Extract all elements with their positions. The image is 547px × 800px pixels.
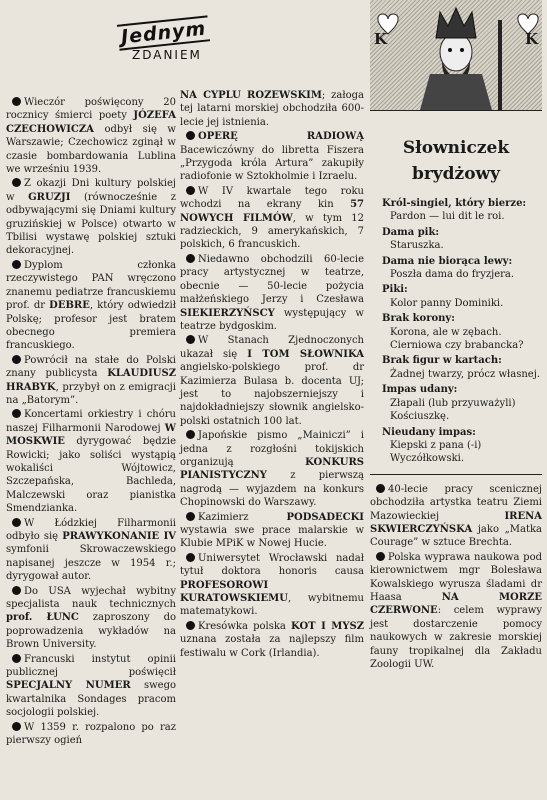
column-subtitle: ZDANIEM: [132, 48, 202, 62]
news-item-bold: I TOM SŁOWNIKA: [247, 348, 364, 360]
bullet-icon: [376, 484, 385, 493]
news-list-right: [370, 483, 542, 672]
bullet-icon: [12, 722, 21, 731]
news-item-bold: DEBRE: [49, 300, 90, 312]
news-item-bold: prof. ŁUNC: [6, 612, 79, 624]
news-item: [180, 253, 364, 333]
dictionary-term: Impas udany:: [382, 384, 458, 396]
news-item-bold: PRAWYKONANIE IV: [62, 531, 177, 542]
news-item-post: , przybył on z emigracji na „Batorym”.: [6, 381, 176, 406]
news-item-bold: SPECJALNY NUMER: [6, 680, 131, 692]
bullet-icon: [12, 518, 21, 527]
dictionary-title-line2: brydżowy: [411, 164, 501, 184]
bullet-icon: [376, 552, 385, 561]
news-item-pre: 40-lecie pracy scenicznej obchodziła artystka teatru Ziemi Mazowieckiej: [370, 483, 542, 522]
news-item-pre: Z okazji Dni kultury polskiej w: [6, 178, 176, 203]
bullet-icon: [12, 654, 21, 663]
news-list-left: [6, 96, 176, 748]
divider: [370, 474, 542, 475]
news-item-post: dyrygować będzie Rowicki; jako soliści wystąpią wokaliści Wójtowicz, Szczepańska, Bachleda, Malczewski oraz pianistka Smendzianka.: [6, 436, 176, 515]
news-list-middle: [180, 0, 364, 660]
news-item-pre: W Łódzkiej Filharmonii odbyło się: [6, 517, 176, 542]
bullet-icon: [12, 178, 21, 187]
news-item: [370, 551, 542, 672]
news-item: [180, 130, 364, 184]
card-picture: [370, 0, 542, 110]
bullet-icon: [186, 621, 195, 630]
bullet-icon: [186, 186, 195, 195]
bullet-icon: [12, 260, 21, 269]
bullet-icon: [186, 131, 195, 140]
dictionary-term: Król-singiel, który bierze:: [382, 198, 527, 209]
news-item-bold: PROFESOROWI KURATOWSKIEMU: [180, 579, 288, 605]
news-item-bold: OPERĘ RADIOWĄ: [198, 131, 364, 143]
news-item-post: uznana została za najlepszy film festiwalu w Cork (Irlandia).: [180, 634, 364, 659]
news-item-bold: GRUZJI: [28, 191, 71, 203]
news-item-bold: 57 NOWYCH FILMÓW: [180, 199, 364, 224]
news-item-bold: KLAUDIUSZ HRABYK: [6, 368, 176, 393]
news-item-pre: Koncertami orkiestry i chóru naszej Filharmonii Narodowej: [6, 409, 176, 434]
news-item-bold: IRENA SKWIERCZYŃSKA: [370, 510, 542, 535]
dictionary-definition: Kiepski z pana (-i) Wyczółkowski.: [390, 439, 482, 465]
bullet-icon: [12, 409, 21, 418]
dictionary-definition: Złapali (lub przyuważyli) Kościuszkę.: [390, 397, 516, 423]
king-card-illustration: [370, 0, 542, 111]
column-header: [6, 0, 208, 96]
dictionary-definition: Żadnej twarzy, prócz własnej.: [390, 368, 540, 380]
column-title: Jednym: [117, 15, 210, 50]
bullet-icon: [186, 254, 195, 263]
dictionary-term: Nieudany impas:: [382, 426, 476, 438]
right-column: [370, 0, 542, 672]
news-item-post: , wybitnemu matematykowi.: [180, 593, 364, 618]
dictionary-term: Dama pik:: [382, 226, 440, 238]
news-item-bold: KOT I MYSZ: [291, 620, 364, 632]
news-item-pre: Uniwersytet Wrocławski nadał tytuł doktora honoris causa: [180, 552, 364, 578]
news-item: [6, 259, 176, 353]
news-item-pre: Niedawno obchodzili 60-lecie pracy artystycznej w teatrze, obecnie — 50-lecie pożycia małżeńskiego Jerzy i Czesława: [180, 253, 364, 306]
news-item: [370, 483, 542, 550]
news-item-pre: Polska wyprawa naukowa pod kierownictwem mgr Bolesława Kowalskiego wyrusza śladami dr Haasa: [370, 551, 542, 603]
news-item-post: ; załoga tej latarni morskiej obchodziła 600-lecie jej istnienia.: [180, 90, 364, 128]
news-item-pre: Dyplom członka rzeczywistego PAN wręczono znanemu pediatrze francuskiemu prof. dr: [6, 259, 176, 312]
news-item: [6, 721, 176, 748]
news-item: [6, 177, 176, 257]
news-item-post: , który odwiedził Polskę; profesor jest bratem obecnego premiera francuskiego.: [6, 300, 176, 352]
dictionary-definition: Pardon — lui dit le roi.: [390, 211, 505, 223]
bullet-icon: [12, 97, 21, 106]
news-item-post: wystawia swe prace malarskie w Klubie MPiK w Nowej Hucie.: [180, 525, 364, 550]
dictionary-term: Brak korony:: [382, 313, 455, 325]
bullet-icon: [12, 355, 21, 364]
news-item-post: , w tym 12 radzieckich, 9 amerykańskich, 7 polskich, 6 francuskich.: [180, 212, 364, 251]
dictionary-definition: Kolor panny Dominiki.: [390, 297, 504, 309]
news-item-bold: KONKURS PIANISTYCZNY: [180, 456, 364, 482]
bullet-icon: [186, 553, 195, 562]
dictionary-term: Piki:: [382, 284, 408, 296]
bullet-icon: [12, 586, 21, 595]
news-item: [180, 620, 364, 660]
left-column: [6, 0, 208, 749]
card-rank-right: K: [524, 30, 538, 48]
news-item: [180, 334, 364, 428]
news-item-post: : celem wyprawy jest dostarczenie pomocy naukowych w zakresie morskiej fauny tropikalnej dla Zakładu Zoologii UW.: [370, 605, 542, 670]
dictionary-title: [370, 135, 542, 187]
news-item-post: swego kwartalnika Sondages pracom socjologii polskiej.: [6, 680, 176, 719]
news-item: [6, 354, 176, 408]
news-item: [6, 585, 176, 652]
bullet-icon: [186, 335, 195, 344]
king-of-hearts-icon: [370, 0, 542, 110]
news-item-post: jako „Matka Courage” w sztuce Brechta.: [370, 523, 542, 549]
dictionary-title-line1: Słowniczek: [402, 138, 510, 158]
news-item: [6, 517, 176, 584]
news-item-pre: Do USA wyjechał wybitny specjalista nauk technicznych: [6, 585, 176, 611]
news-item-post: angielsko-polskiego prof. dr Kazimierza Bulasa b. docenta UJ; jest to najobszerniejszy i najdokładniejszy słownik angielsko-polski ostatnich 100 lat.: [180, 362, 364, 427]
news-item-post: zaproszony do poprowadzenia wykładów na Brown University.: [6, 612, 176, 651]
news-item-pre: Kresówka polska: [198, 620, 292, 632]
news-item-bold: PODSADECKI: [286, 511, 364, 523]
news-item-pre: W IV kwartale tego roku wchodzi na ekrany kin: [180, 185, 364, 211]
news-item-post: Bacewiczówny do libretta Fiszera „Przygoda króla Artura” zakupiły radiofonie w Sztokholmie i Izraelu.: [180, 144, 364, 183]
news-item: [6, 96, 176, 176]
news-item: [6, 653, 176, 720]
news-item-pre: Powrócił na stałe do Polski znany publicysta: [6, 354, 176, 380]
news-item: [180, 511, 364, 551]
news-item: [180, 89, 364, 129]
news-item-pre: W Stanach Zjednoczonych ukazał się: [180, 335, 364, 360]
news-item: [180, 429, 364, 509]
news-item-bold: SIEKIERZYŃSCY: [180, 307, 275, 319]
news-item-bold: W MOSKWIE: [6, 422, 176, 448]
news-item-post: z pierwszą nagrodą — wyjazdem na konkurs Chopinowski do Warszawy.: [180, 470, 364, 509]
dictionary-term: Brak figur w kartach:: [382, 355, 502, 367]
news-item-post: (równocześnie z odbywającymi się Dniami kultury gruzińskiej w Polsce) otwarto w Tbilisi wystawę polskiej sztuki dekoracyjnej.: [6, 191, 176, 257]
news-item: [180, 552, 364, 619]
news-item-post: symfonii Skrowaczewskiego napisanej jeszcze w 1954 r.; dyrygował autor.: [6, 544, 176, 583]
news-item-pre: Francuski instytut opinii publicznej poświęcił: [6, 653, 176, 679]
dictionary-definition: Poszła dama do fryzjera.: [390, 269, 515, 281]
news-item-bold: JÓZEFA CZECHOWICZA: [6, 110, 176, 135]
news-item-bold: NA MORZE CZERWONE: [370, 591, 542, 617]
card-rank-left: K: [374, 30, 388, 48]
news-item-post: odbył się w Warszawie; Czechowicz zginął w czasie bombardowania Lublina we wrześniu 1939.: [6, 123, 176, 176]
dictionary-term: Dama nie biorąca lewy:: [382, 255, 513, 267]
bullet-icon: [186, 430, 195, 439]
news-item-pre: Japońskie pismo „Mainiczi” i jedna z rozgłośni tokijskich organizują: [180, 430, 364, 468]
news-item: [180, 185, 364, 252]
dictionary-definition: Staruszka.: [390, 240, 444, 252]
news-item-pre: W 1359 r. rozpalono po raz pierwszy ogień: [6, 721, 176, 747]
bridge-dictionary: [370, 197, 542, 466]
news-item-post: występujący w teatrze bydgoskim.: [180, 307, 364, 332]
dictionary-definition: Korona, ale w zębach. Cierniowa czy brabancka?: [390, 326, 524, 352]
news-item-pre: Kazimierz: [198, 511, 287, 523]
bullet-icon: [186, 512, 195, 521]
news-item: [6, 408, 176, 515]
news-item-bold: NA CYPLU ROZEWSKIM: [180, 90, 322, 101]
middle-column: [180, 0, 364, 661]
news-item-pre: Wieczór poświęcony 20 rocznicy śmierci poety: [6, 97, 176, 122]
